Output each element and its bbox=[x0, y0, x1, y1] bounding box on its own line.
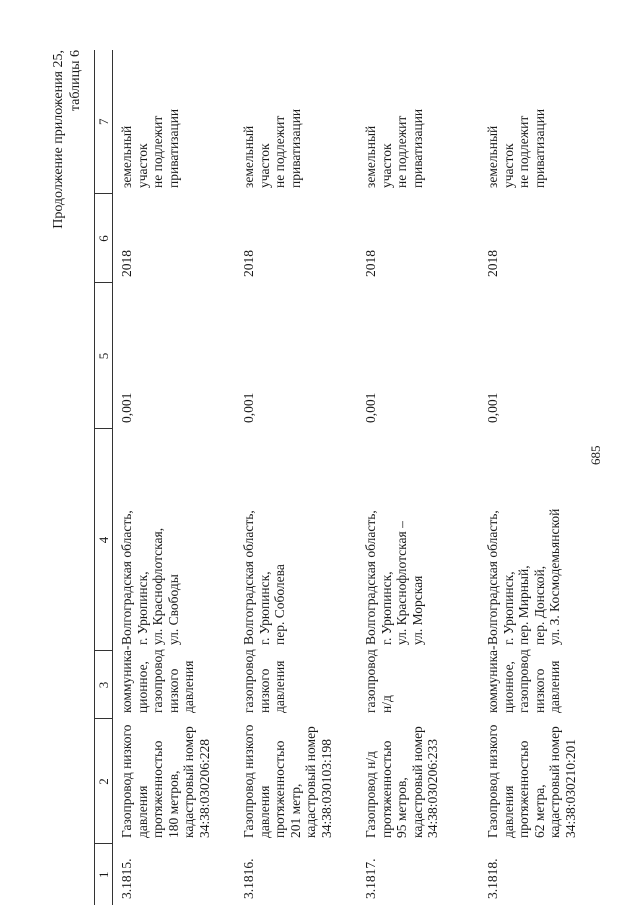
object-purpose: газопровод низкого давления bbox=[241, 649, 287, 713]
column-header-1: 1 bbox=[95, 844, 113, 905]
column-header-6: 6 bbox=[95, 194, 113, 283]
object-purpose: коммуника- ционное, газопровод низкого давления bbox=[485, 645, 562, 713]
property-registry-table bbox=[94, 50, 601, 905]
row-number: 3.1815. bbox=[119, 858, 134, 899]
object-value: 0,001 bbox=[241, 392, 256, 423]
table-row bbox=[357, 50, 479, 905]
object-name: Газопровод низкого давления протяженностью 180 метров, кадастровый номер 34:38:030206:228 bbox=[119, 724, 212, 838]
object-purpose: коммуника- ционное, газопровод низкого давления bbox=[119, 645, 196, 713]
column-header-4: 4 bbox=[95, 429, 113, 651]
object-address: Волгоградская область, г. Урюпинск, ул. Краснофлотская – ул. Морская bbox=[363, 510, 425, 645]
object-note: земельный участок не подлежит приватизации bbox=[241, 108, 303, 188]
object-name: Газопровод низкого давления протяженностью 62 метра, кадастровый номер 34:38:030210:201 bbox=[485, 724, 578, 838]
object-note: земельный участок не подлежит приватизации bbox=[363, 108, 425, 188]
column-number-header-row bbox=[95, 50, 113, 905]
object-year: 2018 bbox=[119, 250, 134, 277]
object-year: 2018 bbox=[363, 250, 378, 277]
column-header-5: 5 bbox=[95, 283, 113, 429]
row-number: 3.1817. bbox=[363, 858, 378, 899]
object-address: Волгоградская область, г. Урюпинск, пер. Соболева bbox=[241, 510, 287, 645]
object-year: 2018 bbox=[485, 250, 500, 277]
table-row bbox=[479, 50, 601, 905]
continuation-note bbox=[50, 50, 84, 229]
continuation-line-2: таблицы 6 bbox=[68, 50, 83, 112]
object-purpose: газопровод н/д bbox=[363, 649, 394, 713]
page-number: 685 bbox=[588, 445, 603, 465]
table-row bbox=[113, 50, 236, 905]
column-header-7: 7 bbox=[95, 50, 113, 194]
object-value: 0,001 bbox=[363, 392, 378, 423]
object-value: 0,001 bbox=[485, 392, 500, 423]
object-name: Газопровод низкого давления протяженностью 201 метр, кадастровый номер 34:38:030103:198 bbox=[241, 724, 334, 838]
object-address: Волгоградская область, г. Урюпинск, ул. Краснофлотская, ул. Свободы bbox=[119, 510, 181, 645]
object-address: Волгоградская область, г. Урюпинск, пер. Мирный, пер. Донской, ул. З. Космодемьянской bbox=[485, 508, 562, 645]
object-year: 2018 bbox=[241, 250, 256, 277]
column-header-2: 2 bbox=[95, 719, 113, 844]
object-value: 0,001 bbox=[119, 392, 134, 423]
row-number: 3.1816. bbox=[241, 858, 256, 899]
continuation-line-1: Продолжение приложения 25, bbox=[51, 50, 66, 229]
object-note: земельный участок не подлежит приватизации bbox=[119, 108, 181, 188]
row-number: 3.1818. bbox=[485, 858, 500, 899]
object-name: Газопровод н/д протяженностью 95 метров, кадастровый номер 34:38:030206:233 bbox=[363, 726, 440, 838]
table-row bbox=[235, 50, 357, 905]
object-note: земельный участок не подлежит приватизации bbox=[485, 108, 547, 188]
column-header-3: 3 bbox=[95, 651, 113, 719]
